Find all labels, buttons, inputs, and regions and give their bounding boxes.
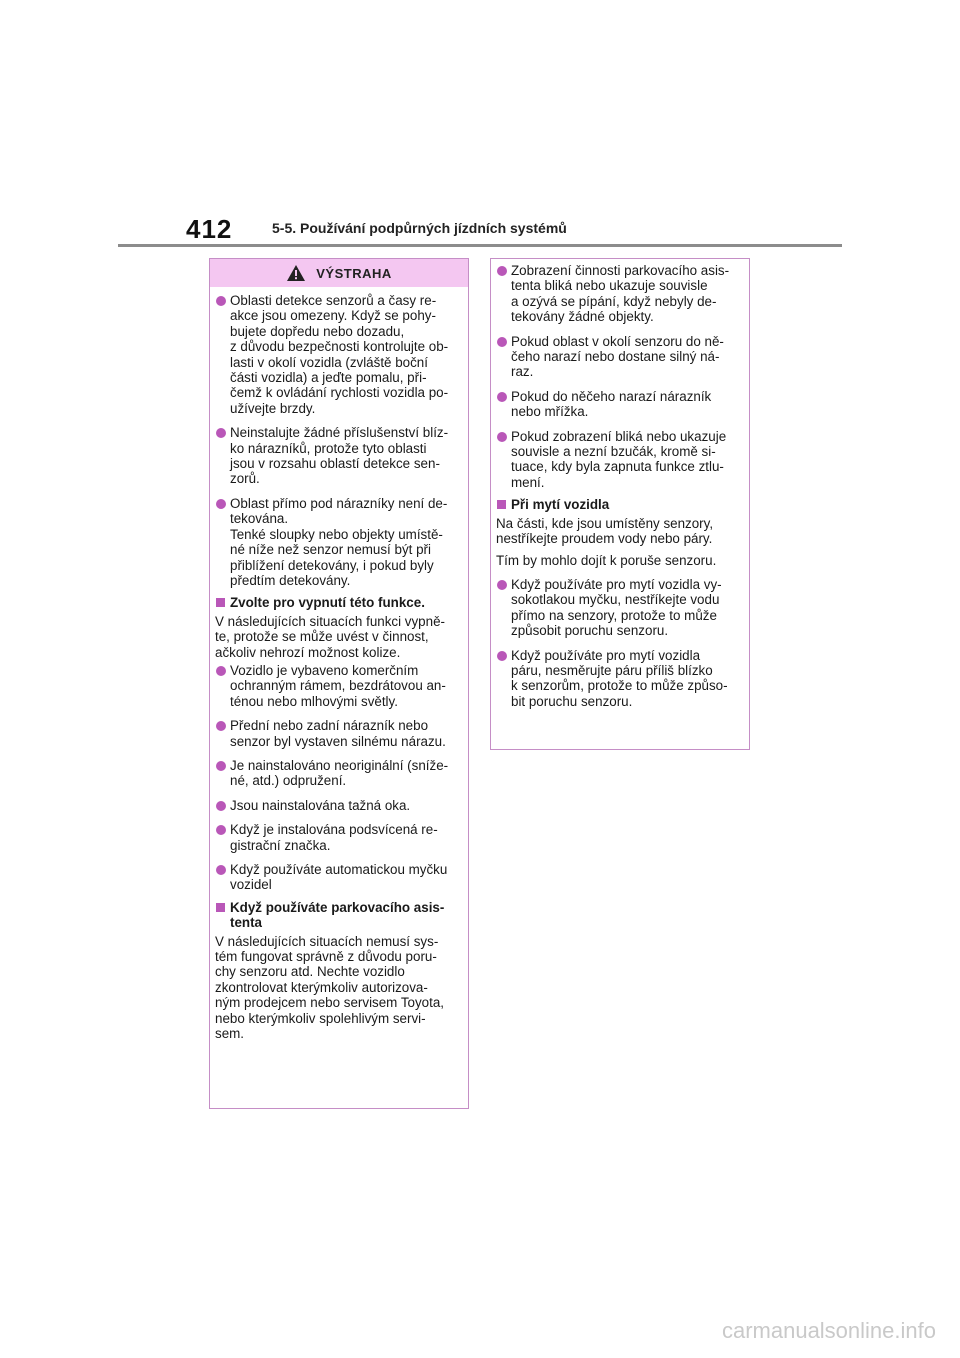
watermark-url: carmanualsonline.info	[721, 1318, 936, 1343]
subheading-text: Zvolte pro vypnutí této funkce.	[230, 595, 425, 611]
bullet-item	[215, 862, 462, 893]
bullet-text: Když je instalována podsvícená re- gistrační značka.	[230, 822, 438, 853]
bullet-text: Pokud oblast v okolí senzoru do ně- čeho narazí nebo dostane silný ná- raz.	[511, 333, 724, 380]
subheading	[496, 497, 743, 512]
subheading-text: Když používáte parkovacího asis- tenta	[230, 899, 445, 931]
bullet-item	[496, 577, 743, 639]
square-marker-icon	[216, 903, 225, 912]
bullet-dot-icon	[216, 296, 226, 306]
bullet-dot-icon	[216, 721, 226, 731]
subheading	[215, 595, 462, 610]
bullet-text: Když používáte pro mytí vozidla vy- sokotlakou myčku, nestříkejte vodu přímo na senzory, protože to může způsobit poruchu senzoru.	[511, 576, 722, 639]
bullet-dot-icon	[216, 761, 226, 771]
bullet-dot-icon	[497, 337, 507, 347]
paragraph: V následujících situacích funkci vypně- te, protože se může uvést v činnost, ačkoliv nehrozí možnost kolize.	[215, 613, 445, 660]
bullet-item	[215, 758, 462, 789]
bullet-text: Oblast přímo pod nárazníky není de- tekována. Tenké sloupky nebo objekty umístě- né níže než senzor nemusí být při přiblížení detekovány, i pokud byly předtím detekovány.	[230, 495, 448, 588]
bullet-text: Když používáte pro mytí vozidla páru, nesměrujte páru příliš blízko k senzorům, protože to může způso- bit poruchu senzoru.	[511, 647, 728, 709]
warning-box-left	[209, 258, 469, 1109]
bullet-item	[496, 389, 743, 420]
bullet-text: Oblasti detekce senzorů a časy re- akce jsou omezeny. Když se pohy- bujete dopředu nebo dozadu, z důvodu bezpečnosti kontrolujte ob- lasti v okolí vozidla (zvláště boční části vozidla) a jeďte pomalu, při- čemž k ovládání rychlosti vozidla po- užívejte brzdy.	[230, 293, 449, 416]
bullet-dot-icon	[497, 580, 507, 590]
warning-content-right	[491, 259, 749, 709]
bullet-dot-icon	[216, 666, 226, 676]
paragraph: Na části, kde jsou umístěny senzory, nestříkejte proudem vody nebo páry.	[496, 515, 714, 547]
warning-title: VÝSTRAHA	[316, 265, 392, 281]
bullet-item	[215, 663, 462, 709]
bullet-item	[215, 718, 462, 749]
bullet-item	[215, 822, 462, 853]
bullet-text: Přední nebo zadní nárazník nebo senzor byl vystaven silnému nárazu.	[230, 718, 446, 749]
bullet-dot-icon	[216, 825, 226, 835]
bullet-dot-icon	[497, 432, 507, 442]
bullet-text: Pokud zobrazení bliká nebo ukazuje souvisle a nezní bzučák, kromě si- tuace, kdy byla zapnuta funkce ztlu- mení.	[511, 428, 727, 490]
bullet-item	[496, 334, 743, 380]
page-number: 412	[186, 214, 233, 244]
bullet-text: Je nainstalováno neoriginální (sníže- né, atd.) odpružení.	[230, 757, 449, 789]
warning-box-right	[490, 258, 750, 750]
header-divider	[118, 244, 842, 247]
square-marker-icon	[216, 598, 225, 607]
bullet-dot-icon	[497, 651, 507, 661]
section-title: 5-5. Používání podpůrných jízdních systémů	[272, 220, 567, 236]
bullet-item	[215, 496, 462, 588]
bullet-text: Když používáte automatickou myčku vozidel	[230, 862, 448, 893]
bullet-text: Neinstalujte žádné příslušenství blíz- ko nárazníků, protože tyto oblasti jsou v rozsahu oblastí detekce sen- zorů.	[230, 425, 449, 487]
bullet-dot-icon	[497, 392, 507, 402]
subheading	[215, 900, 462, 931]
paragraph: V následujících situacích nemusí sys- tém fungovat správně z důvodu poru- chy senzoru atd. Nechte vozidlo zkontrolovat kterýmkoliv autorizova- ným prodejcem nebo servisem Toyota, nebo kterýmkoliv spolehlivým servi- sem.	[215, 933, 444, 1042]
bullet-text: Vozidlo je vybaveno komerčním ochranným rámem, bezdrátovou an- ténou nebo mlhovými světly.	[230, 662, 446, 709]
bullet-text: Zobrazení činnosti parkovacího asis- tenta bliká nebo ukazuje souvisle a ozývá se pípání, když nebyly de- tekovány žádné objekty.	[511, 263, 730, 325]
warning-content-left	[210, 287, 468, 1041]
bullet-text: Pokud do něčeho narazí nárazník nebo mřížka.	[511, 388, 712, 420]
bullet-dot-icon	[216, 428, 226, 438]
bullet-item	[215, 293, 462, 416]
bullet-text: Jsou nainstalována tažná oka.	[230, 797, 411, 813]
bullet-item	[496, 648, 743, 710]
bullet-item	[496, 429, 743, 491]
warning-triangle-icon	[286, 264, 306, 282]
paragraph: Tím by mohlo dojít k poruše senzoru.	[496, 552, 717, 568]
warning-header	[210, 259, 468, 287]
bullet-item	[215, 798, 462, 813]
bullet-item	[496, 263, 743, 325]
bullet-item	[215, 425, 462, 487]
bullet-dot-icon	[216, 865, 226, 875]
bullet-dot-icon	[497, 266, 507, 276]
bullet-dot-icon	[216, 499, 226, 509]
subheading-text: Při mytí vozidla	[511, 497, 610, 513]
bullet-dot-icon	[216, 801, 226, 811]
square-marker-icon	[497, 500, 506, 509]
